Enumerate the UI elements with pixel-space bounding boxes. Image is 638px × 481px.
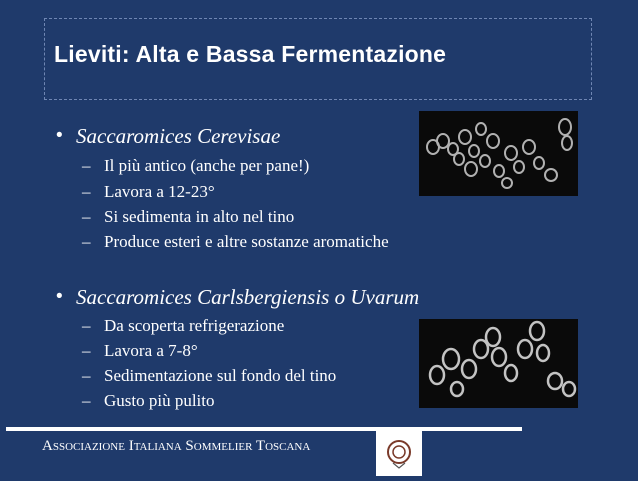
- bullet-dot: •: [56, 286, 63, 307]
- sub-item-text: Sedimentazione sul fondo del tino: [104, 366, 337, 385]
- bullet-label: Saccaromices Carlsbergiensis o Uvarum: [76, 285, 420, 309]
- sub-item: [82, 207, 295, 227]
- dash-glyph: –: [82, 366, 91, 385]
- footer-divider: [6, 427, 522, 431]
- sub-item: [82, 366, 337, 386]
- sub-item-text: Gusto più pulito: [104, 391, 215, 410]
- sub-item: [82, 232, 389, 252]
- sub-item-text: Lavora a 12-23°: [104, 182, 215, 201]
- sub-item-text: Il più antico (anche per pane!): [104, 156, 310, 175]
- dash-glyph: –: [82, 391, 91, 410]
- bullet-carlsbergiensis: [56, 285, 420, 310]
- sub-item: [82, 316, 285, 336]
- sub-item: [82, 156, 310, 176]
- sub-item-text: Da scoperta refrigerazione: [104, 316, 285, 335]
- sub-item-text: Si sedimenta in alto nel tino: [104, 207, 295, 226]
- slide-title: Lieviti: Alta e Bassa Fermentazione: [54, 41, 447, 67]
- sub-item-text: Lavora a 7-8°: [104, 341, 198, 360]
- bullet-label: Saccaromices Cerevisae: [76, 124, 281, 148]
- dash-glyph: –: [82, 156, 91, 175]
- sub-item: [82, 341, 198, 361]
- footer-organization: Associazione Italiana Sommelier Toscana: [42, 438, 311, 454]
- ais-seal-icon: [376, 430, 422, 476]
- yeast-cells-illustration: [419, 111, 578, 196]
- yeast-cells-illustration: [419, 319, 578, 408]
- sub-item: [82, 182, 215, 202]
- sub-item-text: Produce esteri e altre sostanze aromatiche: [104, 232, 389, 251]
- yeast-cerevisae-photo: [419, 111, 578, 196]
- dash-glyph: –: [82, 341, 91, 360]
- dash-glyph: –: [82, 232, 91, 251]
- dash-glyph: –: [82, 316, 91, 335]
- dash-glyph: –: [82, 207, 91, 226]
- dash-glyph: –: [82, 182, 91, 201]
- yeast-carlsbergiensis-photo: [419, 319, 578, 408]
- sub-item: [82, 391, 215, 411]
- bullet-cerevisae: [56, 124, 281, 149]
- bullet-dot: •: [56, 125, 63, 146]
- ais-logo: [376, 430, 422, 476]
